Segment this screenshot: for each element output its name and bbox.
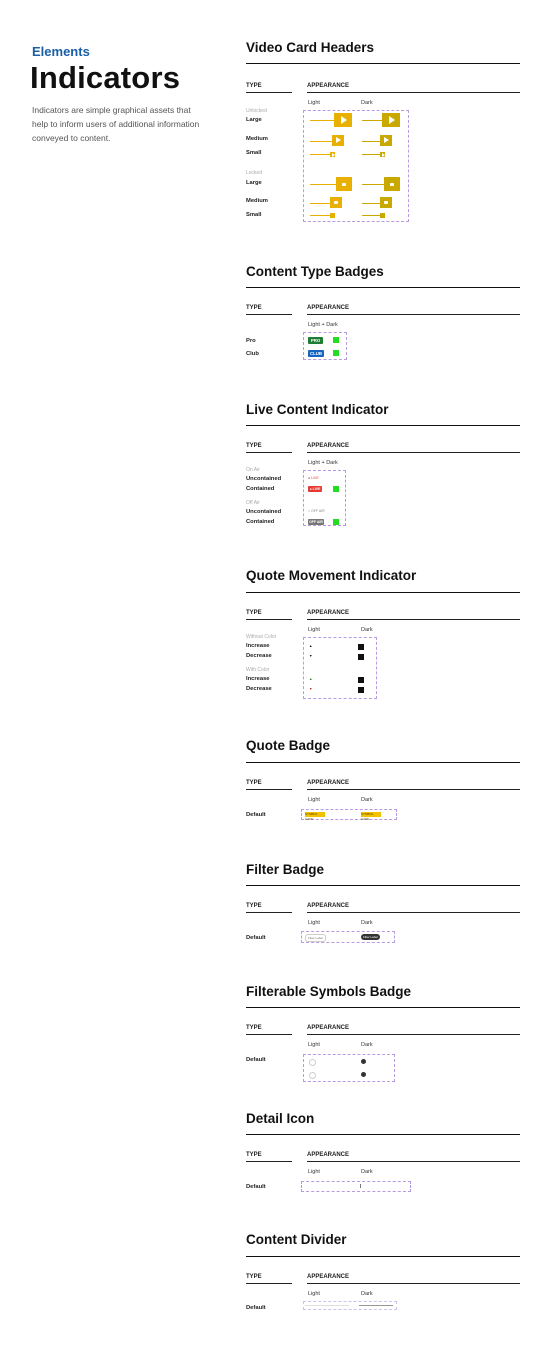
lock-icon <box>334 201 338 204</box>
section-title: Quote Badge <box>246 738 331 753</box>
specimen-frame <box>303 637 377 699</box>
section-title: Quote Movement Indicator <box>246 568 417 583</box>
arrow-down-icon: ▼ <box>309 654 313 658</box>
header-line <box>362 203 380 204</box>
type-header: TYPE <box>246 780 262 786</box>
col-light: Light <box>308 627 320 633</box>
section-rule <box>246 1134 520 1135</box>
header-rule <box>307 912 520 913</box>
group-label: Locked <box>246 170 263 176</box>
appearance-header: APPEARANCE <box>307 83 350 89</box>
group-label: On Air <box>246 467 260 473</box>
header-rule <box>307 1034 520 1035</box>
section-title: Video Card Headers <box>246 40 375 55</box>
arrow-down-icon <box>358 654 364 660</box>
type-header: TYPE <box>246 1152 262 1158</box>
divider-light <box>305 1305 349 1306</box>
row-label: Uncontained <box>246 476 282 482</box>
header-line <box>362 184 384 185</box>
section-title: Content Divider <box>246 1232 347 1247</box>
divider-dark <box>359 1305 393 1306</box>
specimen-frame <box>303 1054 395 1082</box>
col-dark: Dark <box>361 1042 373 1048</box>
type-header: TYPE <box>246 1025 262 1031</box>
live-indicator-uncontained: ● LIVE <box>308 476 319 480</box>
section-rule <box>246 885 520 886</box>
appearance-header: APPEARANCE <box>307 780 350 786</box>
row-label: Contained <box>246 486 275 492</box>
group-label: Without Color <box>246 634 277 640</box>
play-icon <box>332 153 335 157</box>
row-label: Default <box>246 812 266 818</box>
header-line <box>362 120 382 121</box>
play-icon <box>384 137 389 143</box>
row-label: Increase <box>246 676 270 682</box>
header-rule <box>246 912 292 913</box>
filter-symbol-icon[interactable] <box>361 1059 366 1064</box>
appearance-header: APPEARANCE <box>307 443 350 449</box>
row-label: Small <box>246 150 262 156</box>
video-play-badge <box>380 135 392 146</box>
chevron-right-icon[interactable] <box>360 1184 361 1188</box>
color-swatch <box>333 350 339 356</box>
filter-symbol-icon[interactable] <box>309 1059 316 1066</box>
row-label: Default <box>246 1057 266 1063</box>
col-dark: Dark <box>361 1291 373 1297</box>
arrow-up-icon <box>358 644 364 650</box>
group-label: With Color <box>246 667 270 673</box>
video-play-badge <box>330 152 335 157</box>
video-lock-badge <box>384 177 400 191</box>
arrow-down-icon <box>358 687 364 693</box>
lock-icon <box>384 201 388 204</box>
header-rule <box>246 452 292 453</box>
row-label: Small <box>246 212 262 218</box>
section-rule <box>246 1007 520 1008</box>
row-label: Club <box>246 351 259 357</box>
video-play-badge <box>332 135 344 146</box>
header-rule <box>246 1034 292 1035</box>
col-dark: Dark <box>361 100 373 106</box>
play-icon <box>341 116 347 124</box>
header-line <box>362 141 380 142</box>
arrow-down-icon: ▼ <box>309 687 313 691</box>
col-light: Light <box>308 920 320 926</box>
row-label: Large <box>246 180 262 186</box>
page-title: Indicators <box>30 60 181 95</box>
col-light-dark: Light + Dark <box>308 460 338 466</box>
section-rule <box>246 762 520 763</box>
play-icon <box>389 116 395 124</box>
header-line <box>310 184 336 185</box>
group-label: Off Air <box>246 500 260 506</box>
appearance-header: APPEARANCE <box>307 1274 350 1280</box>
type-header: TYPE <box>246 610 262 616</box>
header-rule <box>307 789 520 790</box>
intro-description: Indicators are simple graphical assets that help to inform users of additional information conveyed to content. <box>32 105 200 143</box>
appearance-header: APPEARANCE <box>307 610 350 616</box>
row-label: Default <box>246 935 266 941</box>
header-line <box>362 154 380 155</box>
pro-badge: PRO <box>308 337 323 344</box>
video-play-badge <box>334 113 352 127</box>
header-rule <box>307 619 520 620</box>
header-rule <box>246 314 292 315</box>
color-swatch <box>333 486 339 492</box>
row-label: Decrease <box>246 686 272 692</box>
header-rule <box>246 619 292 620</box>
appearance-header: APPEARANCE <box>307 305 350 311</box>
section-title: Detail Icon <box>246 1111 315 1126</box>
type-header: TYPE <box>246 443 262 449</box>
section-rule <box>246 287 520 288</box>
type-header: TYPE <box>246 903 262 909</box>
specimen-frame <box>301 1181 411 1192</box>
col-dark: Dark <box>361 920 373 926</box>
video-lock-badge <box>330 213 335 218</box>
row-label: Default <box>246 1305 266 1311</box>
header-line <box>310 120 334 121</box>
col-light: Light <box>308 100 320 106</box>
play-icon <box>382 153 385 157</box>
header-rule <box>307 1283 520 1284</box>
video-lock-badge <box>330 197 342 208</box>
section-title: Filterable Symbols Badge <box>246 984 412 999</box>
row-label: Decrease <box>246 653 272 659</box>
arrow-up-icon <box>358 677 364 683</box>
section-rule <box>246 592 520 593</box>
lock-icon <box>390 183 394 186</box>
video-lock-badge <box>336 177 352 191</box>
header-rule <box>307 92 520 93</box>
header-line <box>310 203 330 204</box>
header-line <box>310 141 332 142</box>
offair-indicator-contained: OFF AIR <box>309 520 323 524</box>
header-rule <box>307 452 520 453</box>
col-light: Light <box>308 797 320 803</box>
header-rule <box>246 92 292 93</box>
type-header: TYPE <box>246 83 262 89</box>
section-title: Filter Badge <box>246 862 325 877</box>
appearance-header: APPEARANCE <box>307 1025 350 1031</box>
row-label: Pro <box>246 338 256 344</box>
col-dark: Dark <box>361 627 373 633</box>
row-label: Medium <box>246 136 268 142</box>
row-label: Increase <box>246 643 270 649</box>
header-line <box>362 215 380 216</box>
col-light-dark: Light + Dark <box>308 322 338 328</box>
type-header: TYPE <box>246 305 262 311</box>
color-swatch <box>333 337 339 343</box>
lock-icon <box>342 183 346 186</box>
club-badge: CLUB <box>308 350 324 357</box>
col-light: Light <box>308 1169 320 1175</box>
col-light: Light <box>308 1042 320 1048</box>
header-rule <box>246 1161 292 1162</box>
offair-indicator-uncontained: ○ OFF AIR <box>308 509 325 513</box>
filter-badge-light[interactable]: Filter Label <box>305 934 326 942</box>
video-lock-badge <box>380 213 385 218</box>
video-lock-badge <box>380 197 392 208</box>
type-header: TYPE <box>246 1274 262 1280</box>
col-dark: Dark <box>361 797 373 803</box>
quote-badge-light: SYMBOL 0.00% <box>305 812 325 817</box>
video-play-badge <box>380 152 385 157</box>
header-rule <box>246 789 292 790</box>
col-dark: Dark <box>361 1169 373 1175</box>
section-title: Content Type Badges <box>246 264 384 279</box>
section-rule <box>246 1256 520 1257</box>
arrow-up-icon: ▲ <box>309 677 313 681</box>
arrow-up-icon: ▲ <box>309 644 313 648</box>
row-label: Large <box>246 117 262 123</box>
row-label: Default <box>246 1184 266 1190</box>
color-swatch <box>333 519 339 525</box>
appearance-header: APPEARANCE <box>307 1152 350 1158</box>
filter-symbol-icon[interactable] <box>309 1072 316 1079</box>
quote-badge-dark: SYMBOL 0.00% <box>361 812 381 817</box>
video-play-badge <box>382 113 400 127</box>
filter-symbol-icon[interactable] <box>361 1072 366 1077</box>
header-line <box>310 154 330 155</box>
section-eyebrow: Elements <box>32 44 90 59</box>
section-rule <box>246 63 520 64</box>
header-rule <box>307 314 520 315</box>
section-title: Live Content Indicator <box>246 402 389 417</box>
header-line <box>310 215 330 216</box>
header-rule <box>307 1161 520 1162</box>
col-light: Light <box>308 1291 320 1297</box>
header-rule <box>246 1283 292 1284</box>
play-icon <box>336 137 341 143</box>
appearance-header: APPEARANCE <box>307 903 350 909</box>
row-label: Uncontained <box>246 509 282 515</box>
filter-badge-dark[interactable]: Filter Label <box>363 935 378 939</box>
section-rule <box>246 425 520 426</box>
row-label: Medium <box>246 198 268 204</box>
live-indicator-contained: ● LIVE <box>309 487 321 491</box>
group-label: Unlocked <box>246 108 267 114</box>
row-label: Contained <box>246 519 275 525</box>
